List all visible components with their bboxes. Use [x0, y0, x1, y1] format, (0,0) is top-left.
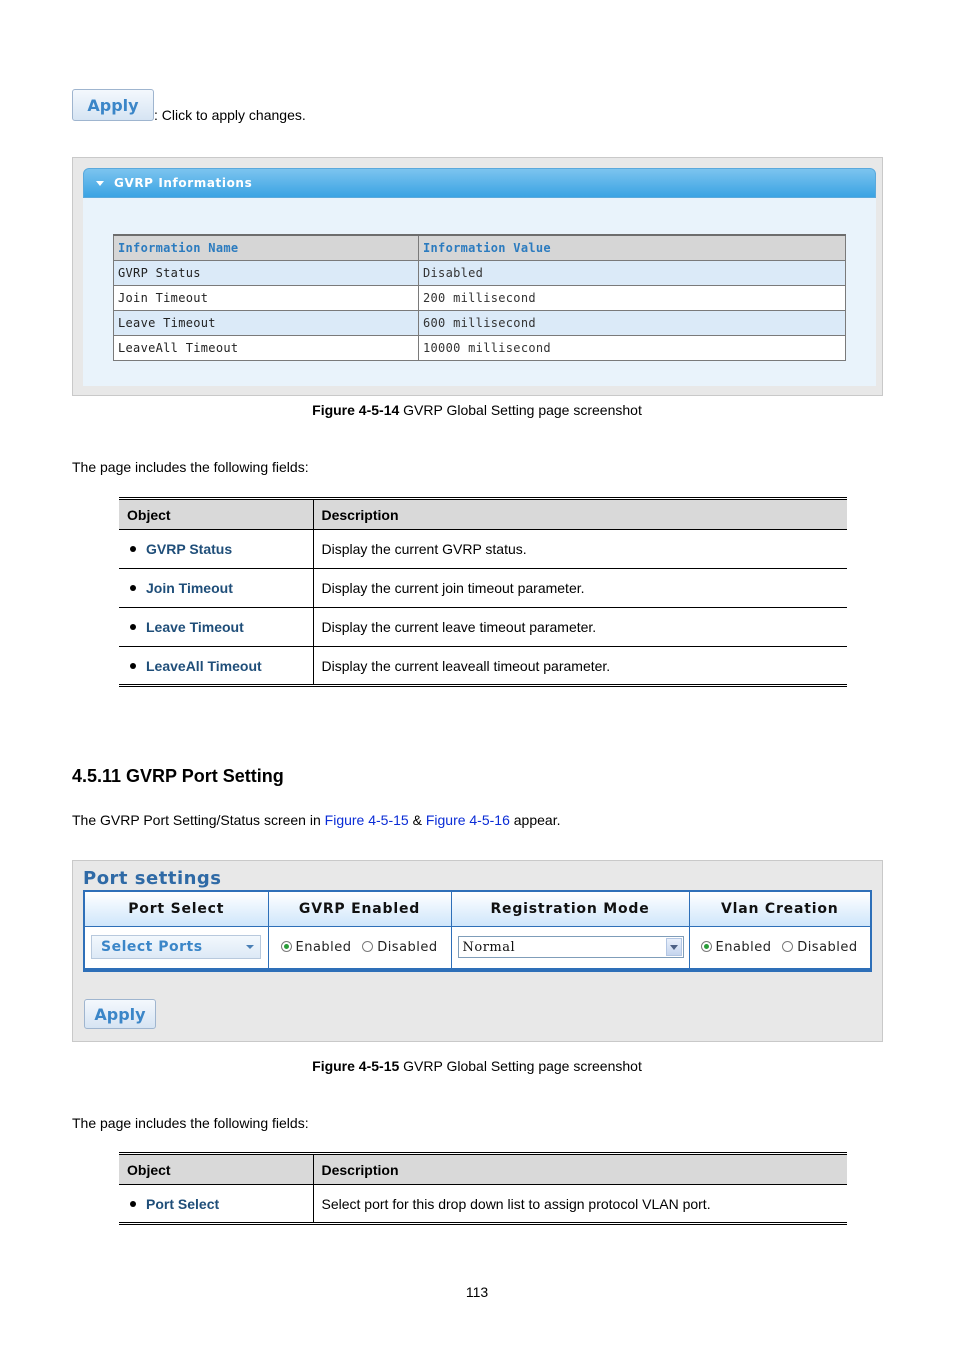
collapse-triangle-icon[interactable]: [96, 181, 104, 186]
table-row: [84, 926, 871, 970]
table-row: [119, 608, 847, 647]
caption-text: GVRP Global Setting page screenshot: [399, 1058, 642, 1074]
header-information-name: Information Name: [114, 235, 419, 260]
table-row: [114, 335, 846, 360]
table-row: [114, 310, 846, 335]
object-description: Display the current GVRP status.: [313, 530, 847, 569]
port-select-dropdown[interactable]: [91, 935, 261, 959]
info-name: LeaveAll Timeout: [114, 335, 419, 360]
info-name: Leave Timeout: [114, 310, 419, 335]
section-paragraph: [72, 812, 560, 828]
chevron-down-icon: [246, 945, 254, 949]
table-row: [119, 569, 847, 608]
object-name: LeaveAll Timeout: [146, 657, 262, 674]
vlan-creation-disabled-radio[interactable]: [782, 941, 793, 952]
panel-title: GVRP Informations: [114, 176, 253, 190]
bullet-icon: [130, 585, 136, 591]
figure-link-4-5-15[interactable]: Figure 4-5-15: [324, 812, 409, 828]
info-value: 600 millisecond: [419, 310, 846, 335]
port-settings-table: [83, 890, 872, 972]
header-information-value: Information Value: [419, 235, 846, 260]
bullet-icon: [130, 663, 136, 669]
figure-caption-1: [0, 402, 954, 418]
fields-intro: The page includes the following fields:: [72, 459, 309, 475]
header-port-select: Port Select: [84, 891, 268, 926]
object-description-table: [119, 497, 847, 687]
object-description: Display the current leave timeout parameter.: [313, 608, 847, 647]
panel-body: [83, 198, 876, 386]
port-select-value: Select Ports: [101, 939, 203, 956]
object-description: Display the current leaveall timeout parameter.: [313, 647, 847, 686]
apply-button[interactable]: Apply: [72, 89, 154, 121]
object-description: Select port for this drop down list to assign protocol VLAN port.: [313, 1185, 847, 1224]
gvrp-informations-figure: [72, 157, 883, 396]
vlan-creation-enabled-radio[interactable]: [701, 941, 712, 952]
object-name: Leave Timeout: [146, 619, 244, 635]
para-text: &: [408, 812, 426, 828]
registration-mode-value: Normal: [462, 939, 516, 955]
table-header-row: [84, 891, 871, 926]
table-header-row: [119, 499, 847, 530]
panel-header[interactable]: [83, 168, 876, 198]
table-header-row: [119, 1154, 847, 1185]
section-title: 4.5.11 GVRP Port Setting: [72, 766, 284, 786]
port-settings-apply-button[interactable]: Apply: [84, 999, 156, 1029]
info-name: Join Timeout: [114, 285, 419, 310]
table-row: [119, 647, 847, 686]
table-header-row: [114, 235, 846, 260]
port-settings-figure: [72, 860, 883, 1042]
header-object: Object: [119, 1154, 313, 1185]
header-gvrp-enabled: GVRP Enabled: [268, 891, 451, 926]
table-row: [119, 1185, 847, 1224]
vlan-creation-enabled-label: Enabled: [715, 939, 772, 955]
gvrp-enabled-radio[interactable]: [281, 941, 292, 952]
gvrp-disabled-radio[interactable]: [362, 941, 373, 952]
header-object: Object: [119, 499, 313, 530]
object-name: Port Select: [146, 1195, 220, 1212]
object-name: GVRP Status: [146, 541, 233, 557]
page-number: 113: [465, 1284, 489, 1300]
caption-label: Figure 4-5-15: [312, 1058, 400, 1074]
para-text: appear.: [509, 812, 561, 828]
info-value: 200 millisecond: [419, 285, 846, 310]
gvrp-enabled-label: Enabled: [295, 939, 352, 955]
header-description: Description: [313, 1154, 847, 1185]
bullet-icon: [130, 1201, 136, 1207]
caption-text: GVRP Global Setting page screenshot: [399, 402, 642, 418]
port-settings-title: Port settings: [83, 868, 222, 889]
para-text: The GVRP Port Setting/Status screen in: [72, 812, 325, 828]
gvrp-info-table: [113, 234, 846, 361]
header-registration-mode: Registration Mode: [451, 891, 689, 926]
info-value: Disabled: [419, 260, 846, 285]
apply-description: : Click to apply changes.: [154, 107, 306, 123]
header-description: Description: [313, 499, 847, 530]
object-description: Display the current join timeout parameter.: [313, 569, 847, 608]
info-name: GVRP Status: [114, 260, 419, 285]
info-value: 10000 millisecond: [419, 335, 846, 360]
vlan-creation-disabled-label: Disabled: [797, 939, 858, 955]
figure-link-4-5-16[interactable]: Figure 4-5-16: [425, 812, 510, 828]
figure-caption-2: [0, 1058, 954, 1074]
table-row: [114, 260, 846, 285]
registration-mode-select[interactable]: [458, 936, 684, 958]
gvrp-disabled-label: Disabled: [377, 939, 438, 955]
fields-intro: The page includes the following fields:: [72, 1115, 309, 1131]
gvrp-informations-panel: [83, 168, 876, 386]
object-name: Join Timeout: [146, 580, 233, 596]
bullet-icon: [130, 546, 136, 552]
table-row: [119, 530, 847, 569]
caption-label: Figure 4-5-14: [312, 402, 400, 418]
dropdown-arrow-icon[interactable]: [666, 938, 682, 956]
table-row: [114, 285, 846, 310]
bullet-icon: [130, 624, 136, 630]
object-description-table-2: [119, 1152, 847, 1225]
header-vlan-creation: Vlan Creation: [689, 891, 871, 926]
